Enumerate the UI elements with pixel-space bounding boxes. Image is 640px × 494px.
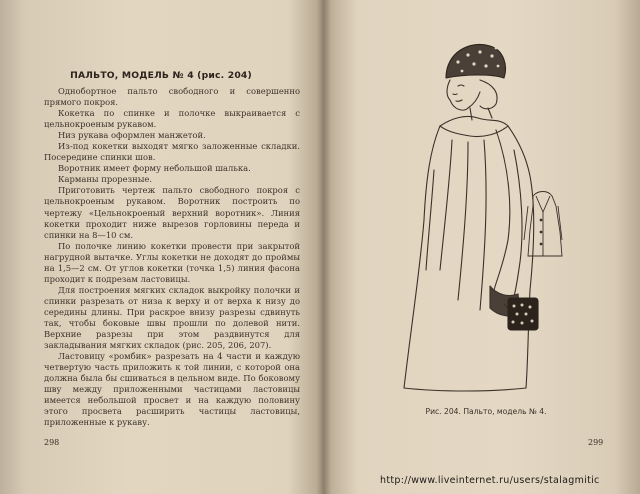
- watermark: http://www.liveinternet.ru/users/stalagmitic: [380, 475, 600, 486]
- paragraph: Однобортное пальто свободного и совершенно прямого покроя.: [44, 86, 300, 108]
- page-number-right: 299: [588, 438, 604, 447]
- figure-caption: Рис. 204. Пальто, модель № 4.: [425, 407, 547, 416]
- paragraph: Кокетка по спинке и полочке выкраивается с цельнокроеным рукавом.: [44, 108, 300, 130]
- paragraph: Низ рукава оформлен манжетой.: [58, 130, 206, 141]
- paragraph: Карманы прорезные.: [58, 174, 152, 185]
- paragraph: Из-под кокетки выходят мягко заложенные складки. Посередине спинки шов.: [44, 141, 300, 163]
- paragraph: Для построения мягких складок выкройку полочки и спинки разрезать от низа к верху и от верха к низу до середины длины. При раскрое внизу разрезы сдвинуть так, чтобы боковые швы прошли по долевой нити. Верхние разрезы при этом раздвинутся для закладывания мягких складок (рис. 205, 206, 207).: [44, 284, 300, 351]
- paragraph: Воротник имеет форму небольшой шалька.: [58, 163, 251, 174]
- paragraph: По полочке линию кокетки провести при закрытой нагрудной вытачке. Углы кокетки не доходят до проймы на 1,5—2 см. От углов кокетки (точка 1,5) линия фасона проходит к подрезам ластовицы.: [44, 240, 300, 284]
- paragraph: Приготовить чертеж пальто свободного покроя с цельнокроеным рукавом. Воротник построить по чертежу «Цельнокроеный верхний воротник». Линия кокетки проходит ниже вырезов горловины переда и спинки на 8—10 см.: [44, 185, 300, 240]
- article-title: ПАЛЬТО, МОДЕЛЬ № 4 (рис. 204): [70, 70, 252, 81]
- paragraph: Ластовицу «ромбик» разрезать на 4 части и каждую четвертую часть приложить к той линии, с которой она должна была бы сшиваться в цельном виде. По боковому шву между приложенными частицами ластовицы имеется небольшой просвет и на каждую половину этого просвета расширить частицы ластовицы, приложенные к рукаву.: [44, 351, 300, 428]
- page-number-left: 298: [44, 438, 60, 447]
